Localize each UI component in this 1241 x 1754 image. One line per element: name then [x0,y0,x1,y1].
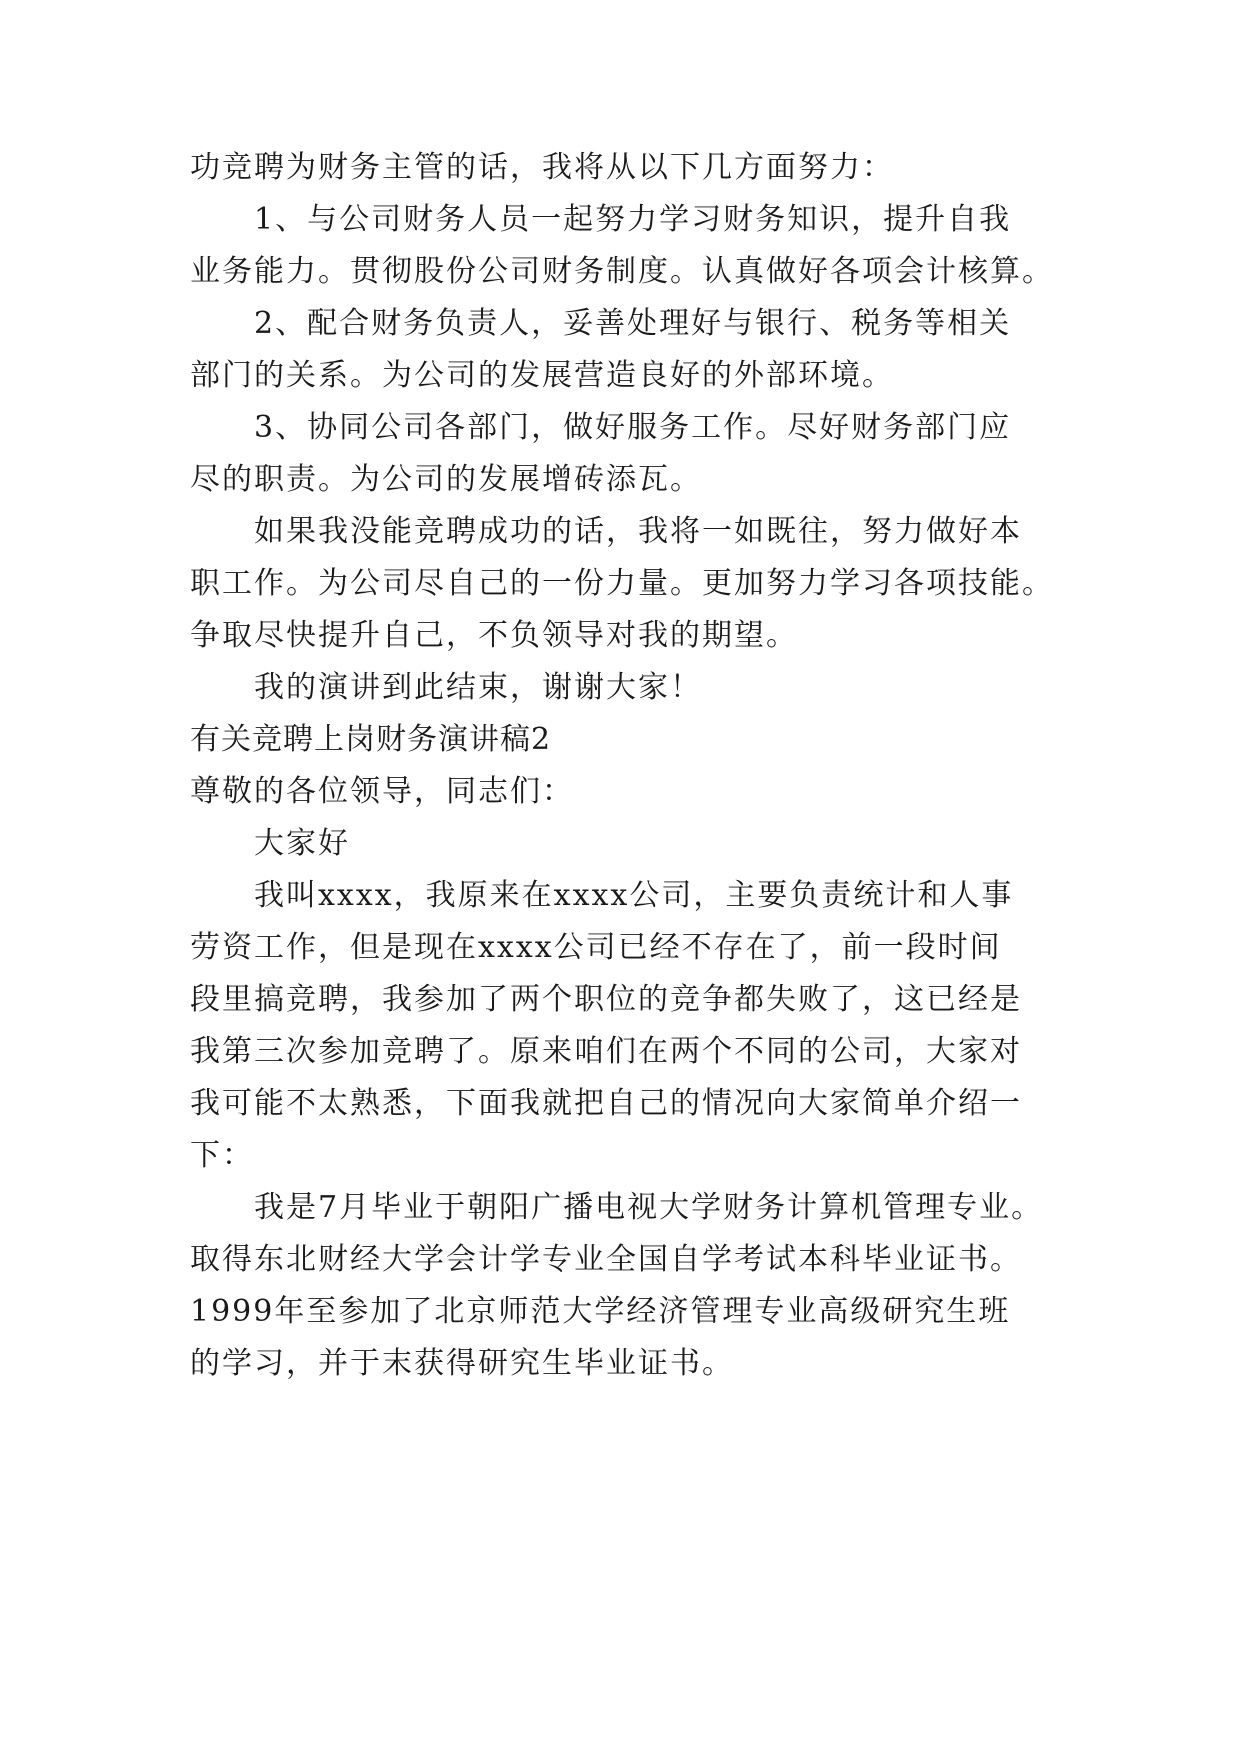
greeting: 大家好 [254,826,350,861]
text-line: 我可能不太熟悉，下面我就把自己的情况向大家简单介绍一 [190,1086,1022,1121]
text-line: 业务能力。贯彻股份公司财务制度。认真做好各项会计核算。 [190,254,1054,289]
text-line: 取得东北财经大学会计学专业全国自学考试本科毕业证书。 [190,1242,1022,1277]
text-line: 2、配合财务负责人，妥善处理好与银行、税务等相关 [254,306,1012,341]
text-line: 3、协同公司各部门，做好服务工作。尽好财务部门应 [254,410,1012,445]
text-line: 职工作。为公司尽自己的一份力量。更加努力学习各项技能。 [190,566,1054,601]
text-line: 部门的关系。为公司的发展营造良好的外部环境。 [190,358,894,393]
text-line: 我第三次参加竞聘了。原来咱们在两个不同的公司，大家对 [190,1034,1022,1069]
section-heading: 有关竞聘上岗财务演讲稿2 [190,722,552,757]
text-line: 段里搞竞聘，我参加了两个职位的竞争都失败了，这已经是 [190,982,1022,1017]
text-line: 下： [190,1138,254,1173]
text-line: 1、与公司财务人员一起努力学习财务知识，提升自我 [254,202,1012,237]
text-line: 的学习，并于末获得研究生毕业证书。 [190,1346,734,1381]
text-line: 劳资工作，但是现在xxxx公司已经不存在了，前一段时间 [190,930,1002,965]
text-line: 我叫xxxx，我原来在xxxx公司，主要负责统计和人事 [254,878,1014,913]
text-line: 功竞聘为财务主管的话，我将从以下几方面努力： [190,150,894,185]
text-line: 如果我没能竞聘成功的话，我将一如既往，努力做好本 [254,514,1022,549]
text-line: 我的演讲到此结束，谢谢大家！ [254,670,702,705]
salutation: 尊敬的各位领导，同志们： [190,774,574,809]
text-line: 我是7月毕业于朝阳广播电视大学财务计算机管理专业。 [254,1190,1044,1225]
text-line: 1999年至参加了北京师范大学经济管理专业高级研究生班 [190,1294,1011,1329]
text-line: 争取尽快提升自己，不负领导对我的期望。 [190,618,798,653]
text-line: 尽的职责。为公司的发展增砖添瓦。 [190,462,702,497]
